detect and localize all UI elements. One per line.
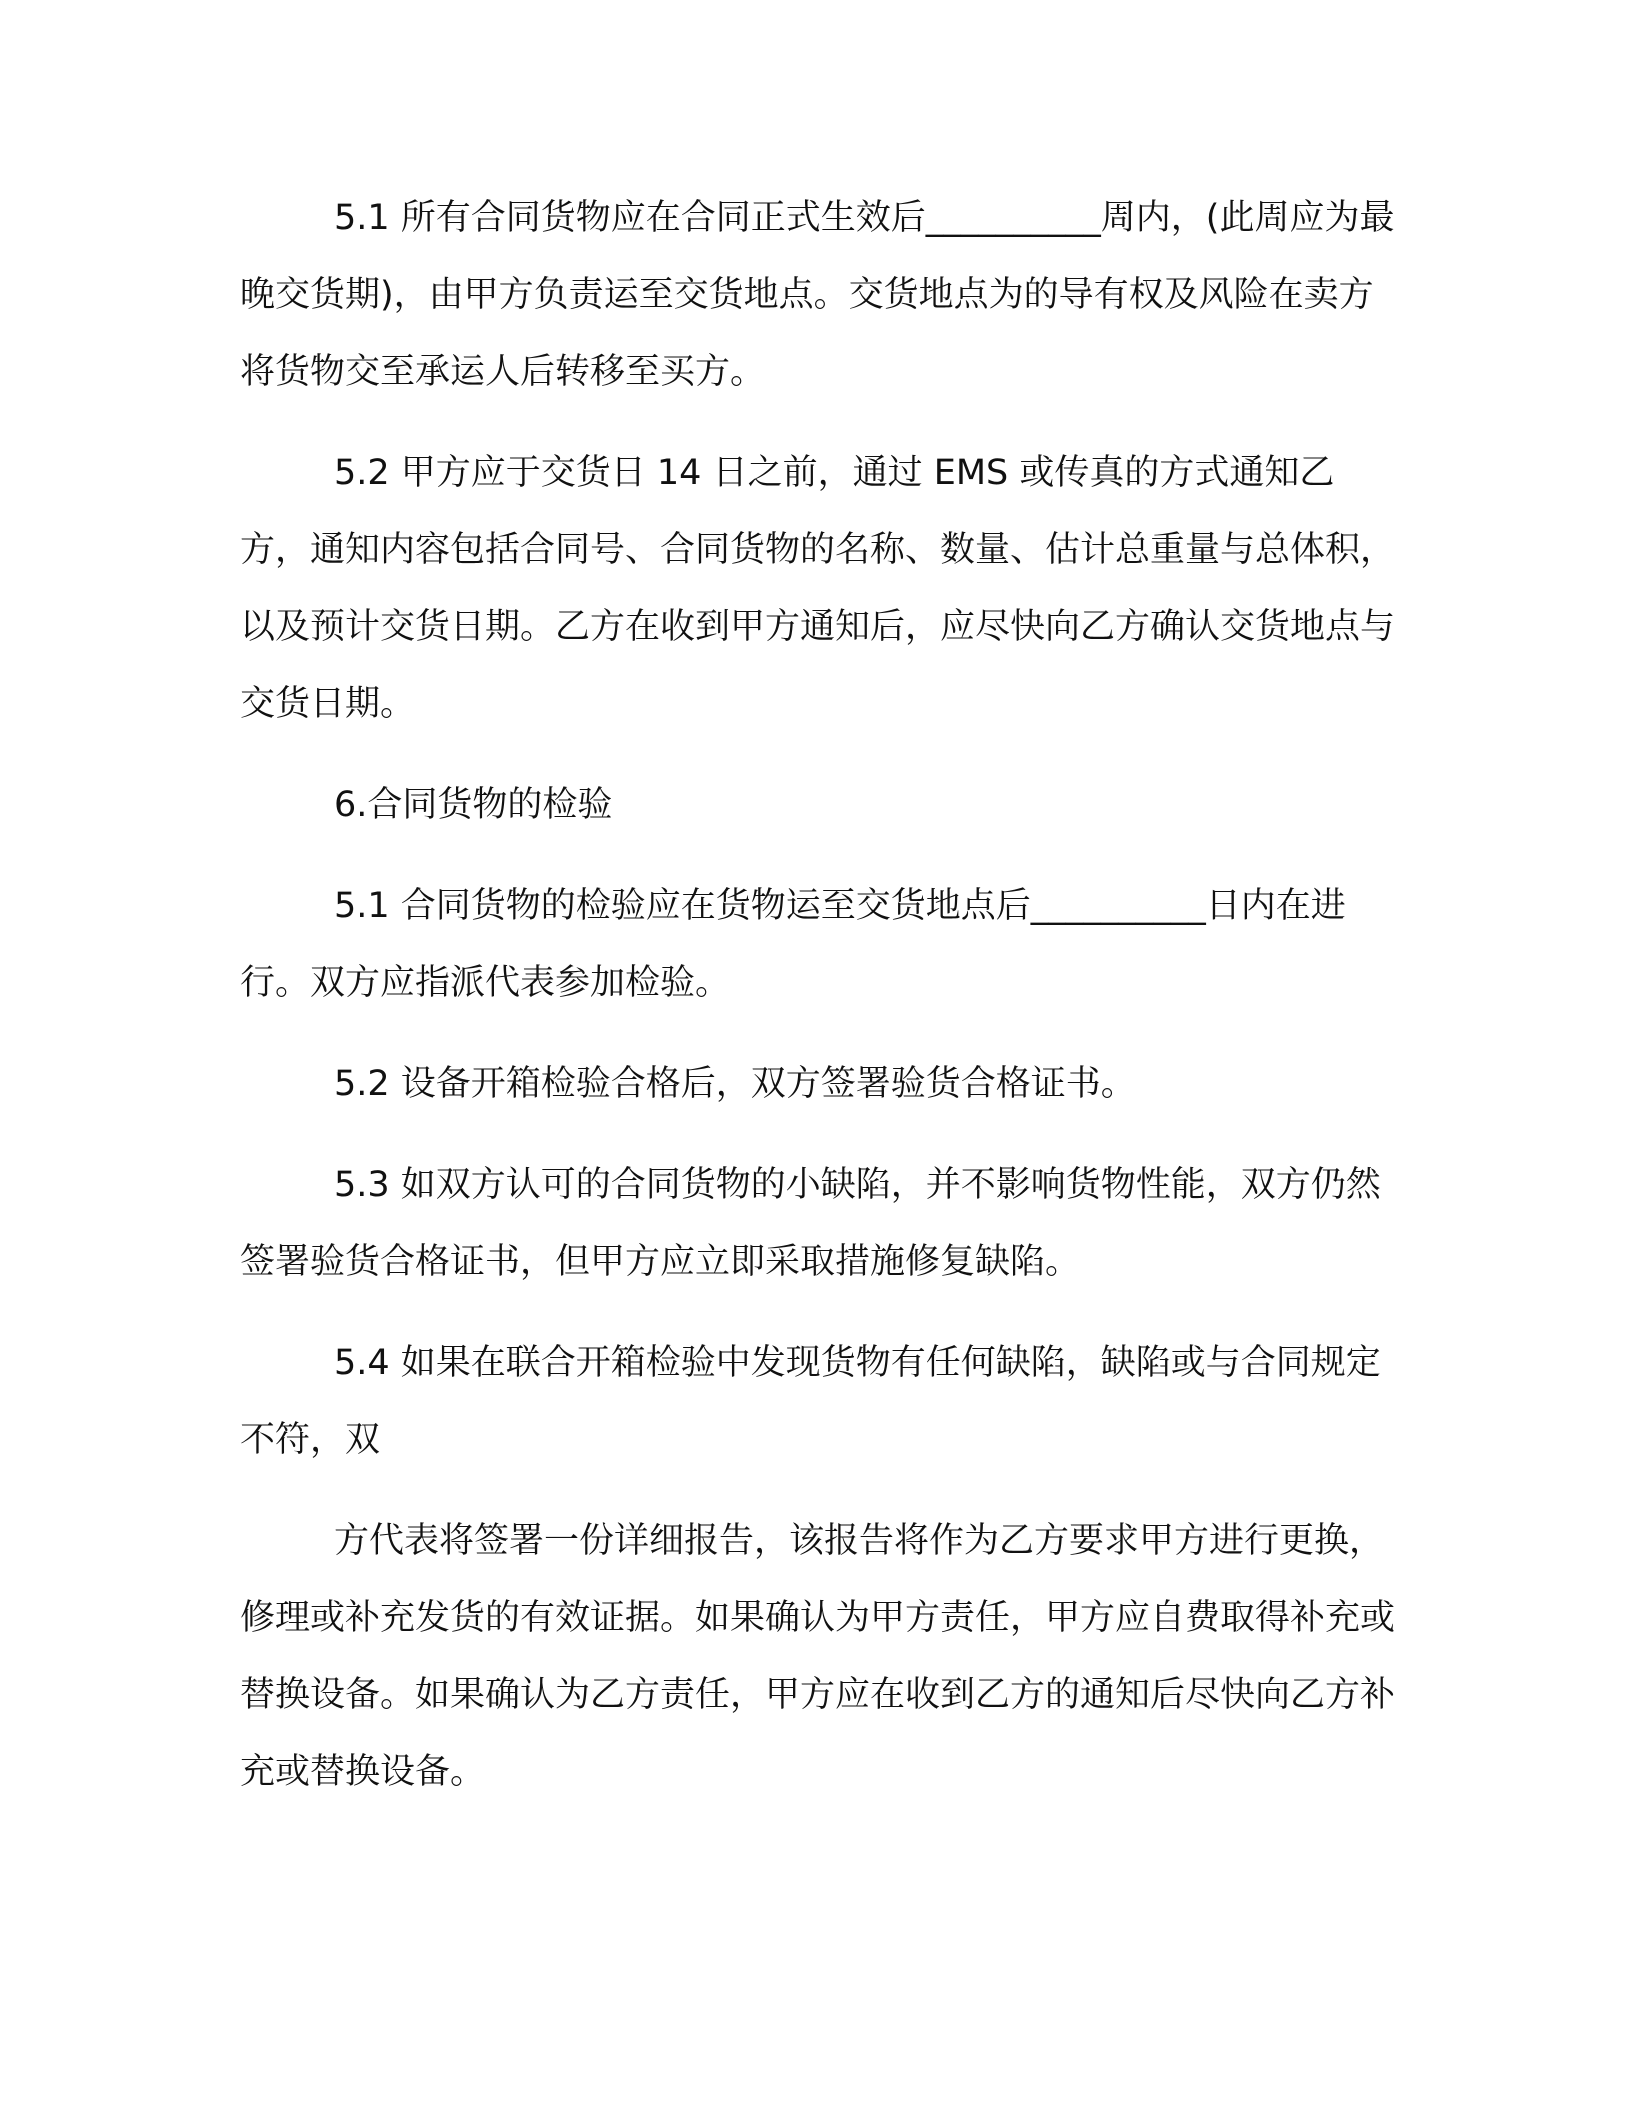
paragraph-delivery-time: 5.1 所有合同货物应在合同正式生效后__________周内，(此周应为最晚交货期)，由甲方负责运至交货地点。交货地点为的导有权及风险在卖方将货物交至承运人后转移至买方。	[240, 198, 1395, 392]
document-body	[240, 180, 1400, 1835]
paragraph-defect-report: 方代表将签署一份详细报告，该报告将作为乙方要求甲方进行更换，修理或补充发货的有效证据。如果确认为甲方责任，甲方应自费取得补充或替换设备。如果确认为乙方责任，甲方应在收到乙方的通知后尽快向乙方补充或替换设备。	[240, 1521, 1396, 1792]
paragraph-minor-defects: 5.3 如双方认可的合同货物的小缺陷，并不影响货物性能，双方仍然签署验货合格证书，但甲方应立即采取措施修复缺陷。	[240, 1165, 1381, 1282]
paragraph-inspection-period: 5.1 合同货物的检验应在货物运至交货地点后__________日内在进行。双方应指派代表参加检验。	[240, 886, 1346, 1003]
paragraph-inspection-certificate: 5.2 设备开箱检验合格后，双方签署验货合格证书。	[334, 1064, 1136, 1104]
section-heading-inspection: 6.合同货物的检验	[334, 785, 613, 825]
paragraph-defect-found: 5.4 如果在联合开箱检验中发现货物有任何缺陷，缺陷或与合同规定不符，双	[240, 1343, 1381, 1460]
paragraph-delivery-notice: 5.2 甲方应于交货日 14 日之前，通过 EMS 或传真的方式通知乙方，通知内容包括合同号、合同货物的名称、数量、估计总重量与总体积，以及预计交货日期。乙方在收到甲方通知后，应尽快向乙方确认交货地点与交货日期。	[240, 453, 1396, 724]
